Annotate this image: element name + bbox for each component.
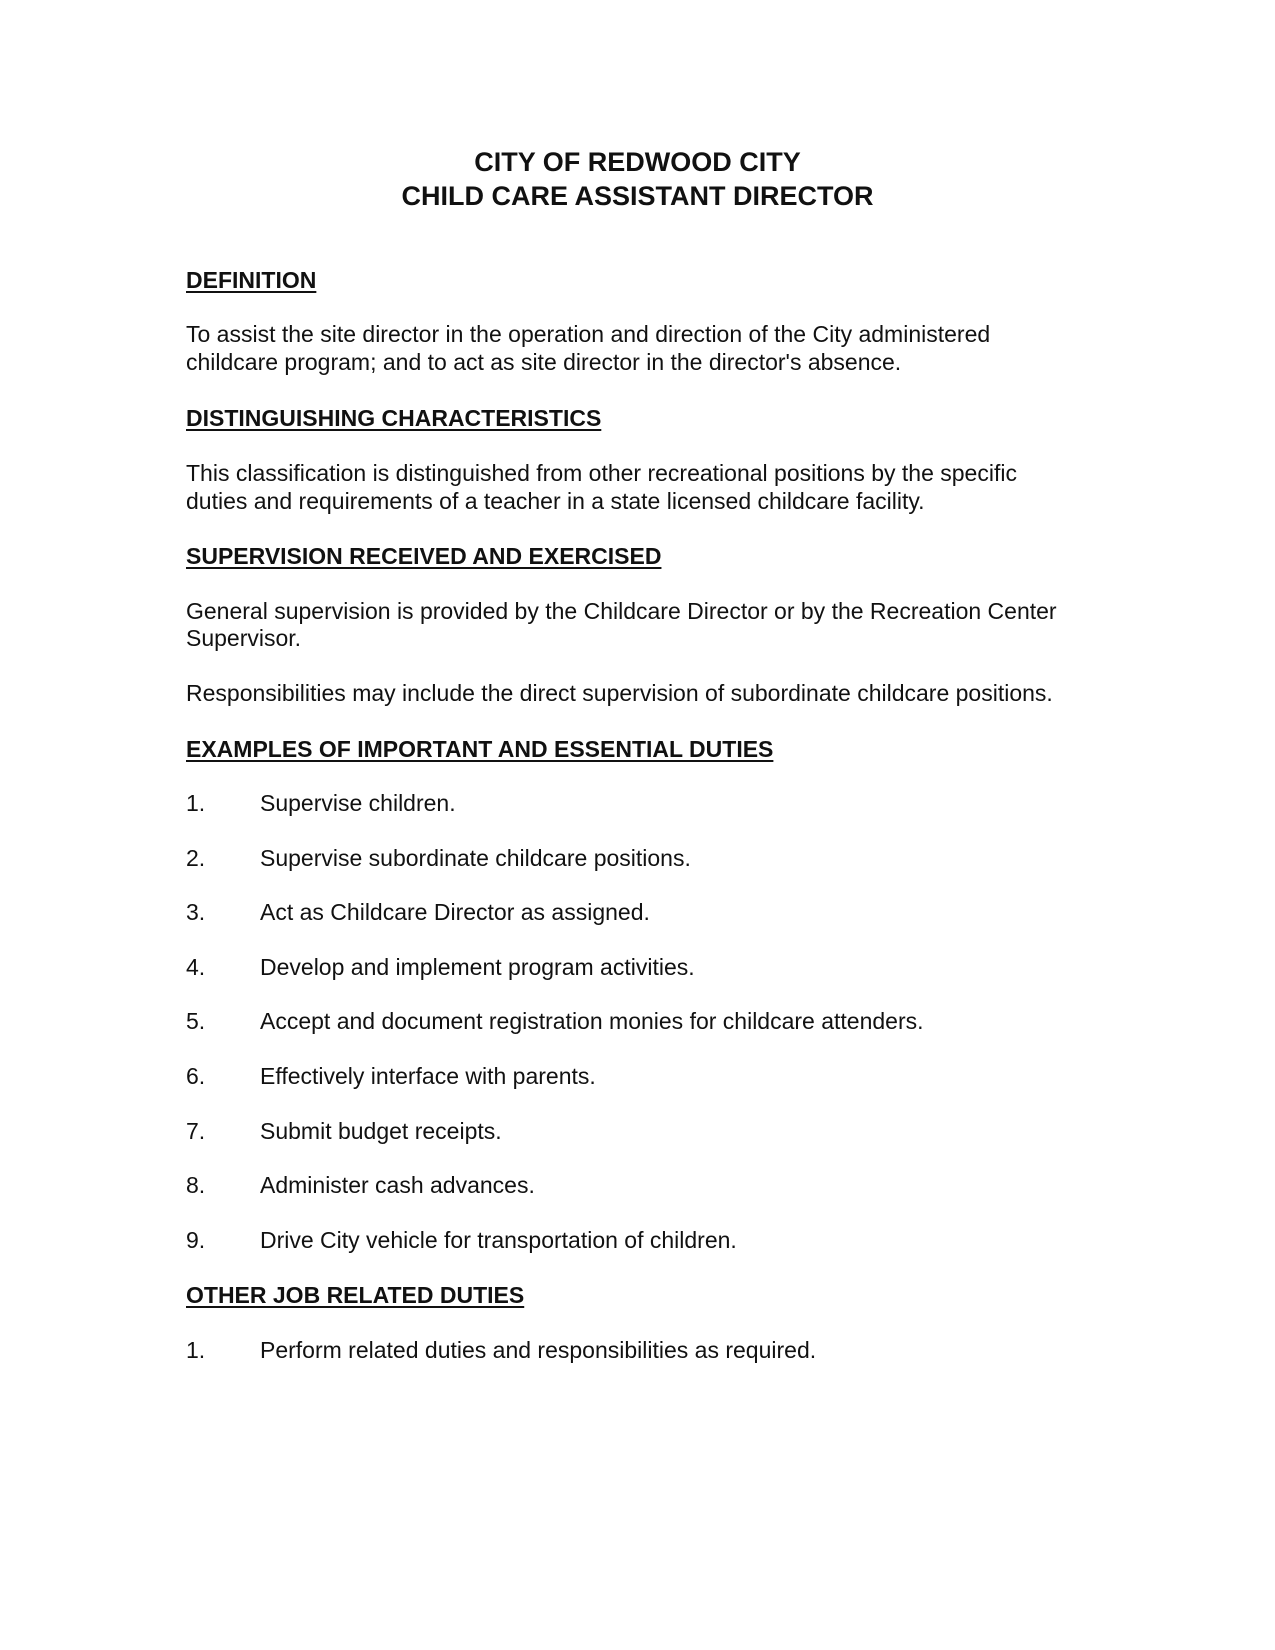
duty-number: 8. [186, 1172, 206, 1198]
duty-item [186, 1117, 502, 1145]
duty-item [186, 1226, 737, 1254]
distinguishing-line-1: This classification is distinguished from other recreational positions by the specific [186, 460, 1017, 486]
title-line-1: CITY OF REDWOOD CITY [474, 147, 801, 177]
duty-number: 6. [186, 1063, 206, 1089]
duty-text: Submit budget receipts. [260, 1118, 502, 1144]
duty-text: Supervise children. [260, 790, 456, 816]
distinguishing-line-2: duties and requirements of a teacher in a state licensed childcare facility. [186, 488, 925, 514]
duty-item [186, 1062, 596, 1090]
definition-heading: DEFINITION [186, 267, 317, 293]
duty-item [186, 1007, 924, 1035]
other-duty-number: 1. [186, 1337, 206, 1363]
duty-text: Administer cash advances. [260, 1172, 535, 1198]
distinguishing-heading: DISTINGUISHING CHARACTERISTICS [186, 405, 602, 431]
duty-item [186, 789, 456, 817]
duty-text: Supervise subordinate childcare positions. [260, 845, 691, 871]
other-duties-heading: OTHER JOB RELATED DUTIES [186, 1282, 525, 1308]
duty-number: 5. [186, 1008, 206, 1034]
supervision-line-1: General supervision is provided by the Childcare Director or by the Recreation Center [186, 598, 1057, 624]
definition-line-2: childcare program; and to act as site director in the director's absence. [186, 349, 902, 375]
duty-number: 4. [186, 954, 206, 980]
supervision-heading: SUPERVISION RECEIVED AND EXERCISED [186, 543, 662, 569]
duty-number: 2. [186, 845, 206, 871]
duty-item [186, 1171, 535, 1199]
duty-text: Drive City vehicle for transportation of children. [260, 1227, 737, 1253]
duty-number: 1. [186, 790, 206, 816]
other-duty-text: Perform related duties and responsibilities as required. [260, 1337, 817, 1363]
definition-line-1: To assist the site director in the operation and direction of the City administered [186, 321, 991, 347]
duty-text: Develop and implement program activities. [260, 954, 695, 980]
duty-item [186, 898, 650, 926]
responsibilities-paragraph: Responsibilities may include the direct supervision of subordinate childcare positions. [186, 680, 1053, 706]
duty-item [186, 844, 691, 872]
duty-item [186, 953, 695, 981]
title-line-2: CHILD CARE ASSISTANT DIRECTOR [401, 181, 874, 211]
duty-text: Accept and document registration monies for childcare attenders. [260, 1008, 924, 1034]
duty-number: 3. [186, 899, 206, 925]
duty-number: 9. [186, 1227, 206, 1253]
supervision-line-2: Supervisor. [186, 625, 302, 651]
duty-text: Effectively interface with parents. [260, 1063, 596, 1089]
duty-text: Act as Childcare Director as assigned. [260, 899, 650, 925]
duty-number: 7. [186, 1118, 206, 1144]
duties-heading: EXAMPLES OF IMPORTANT AND ESSENTIAL DUTIES [186, 736, 774, 762]
other-duty-item [186, 1336, 816, 1364]
